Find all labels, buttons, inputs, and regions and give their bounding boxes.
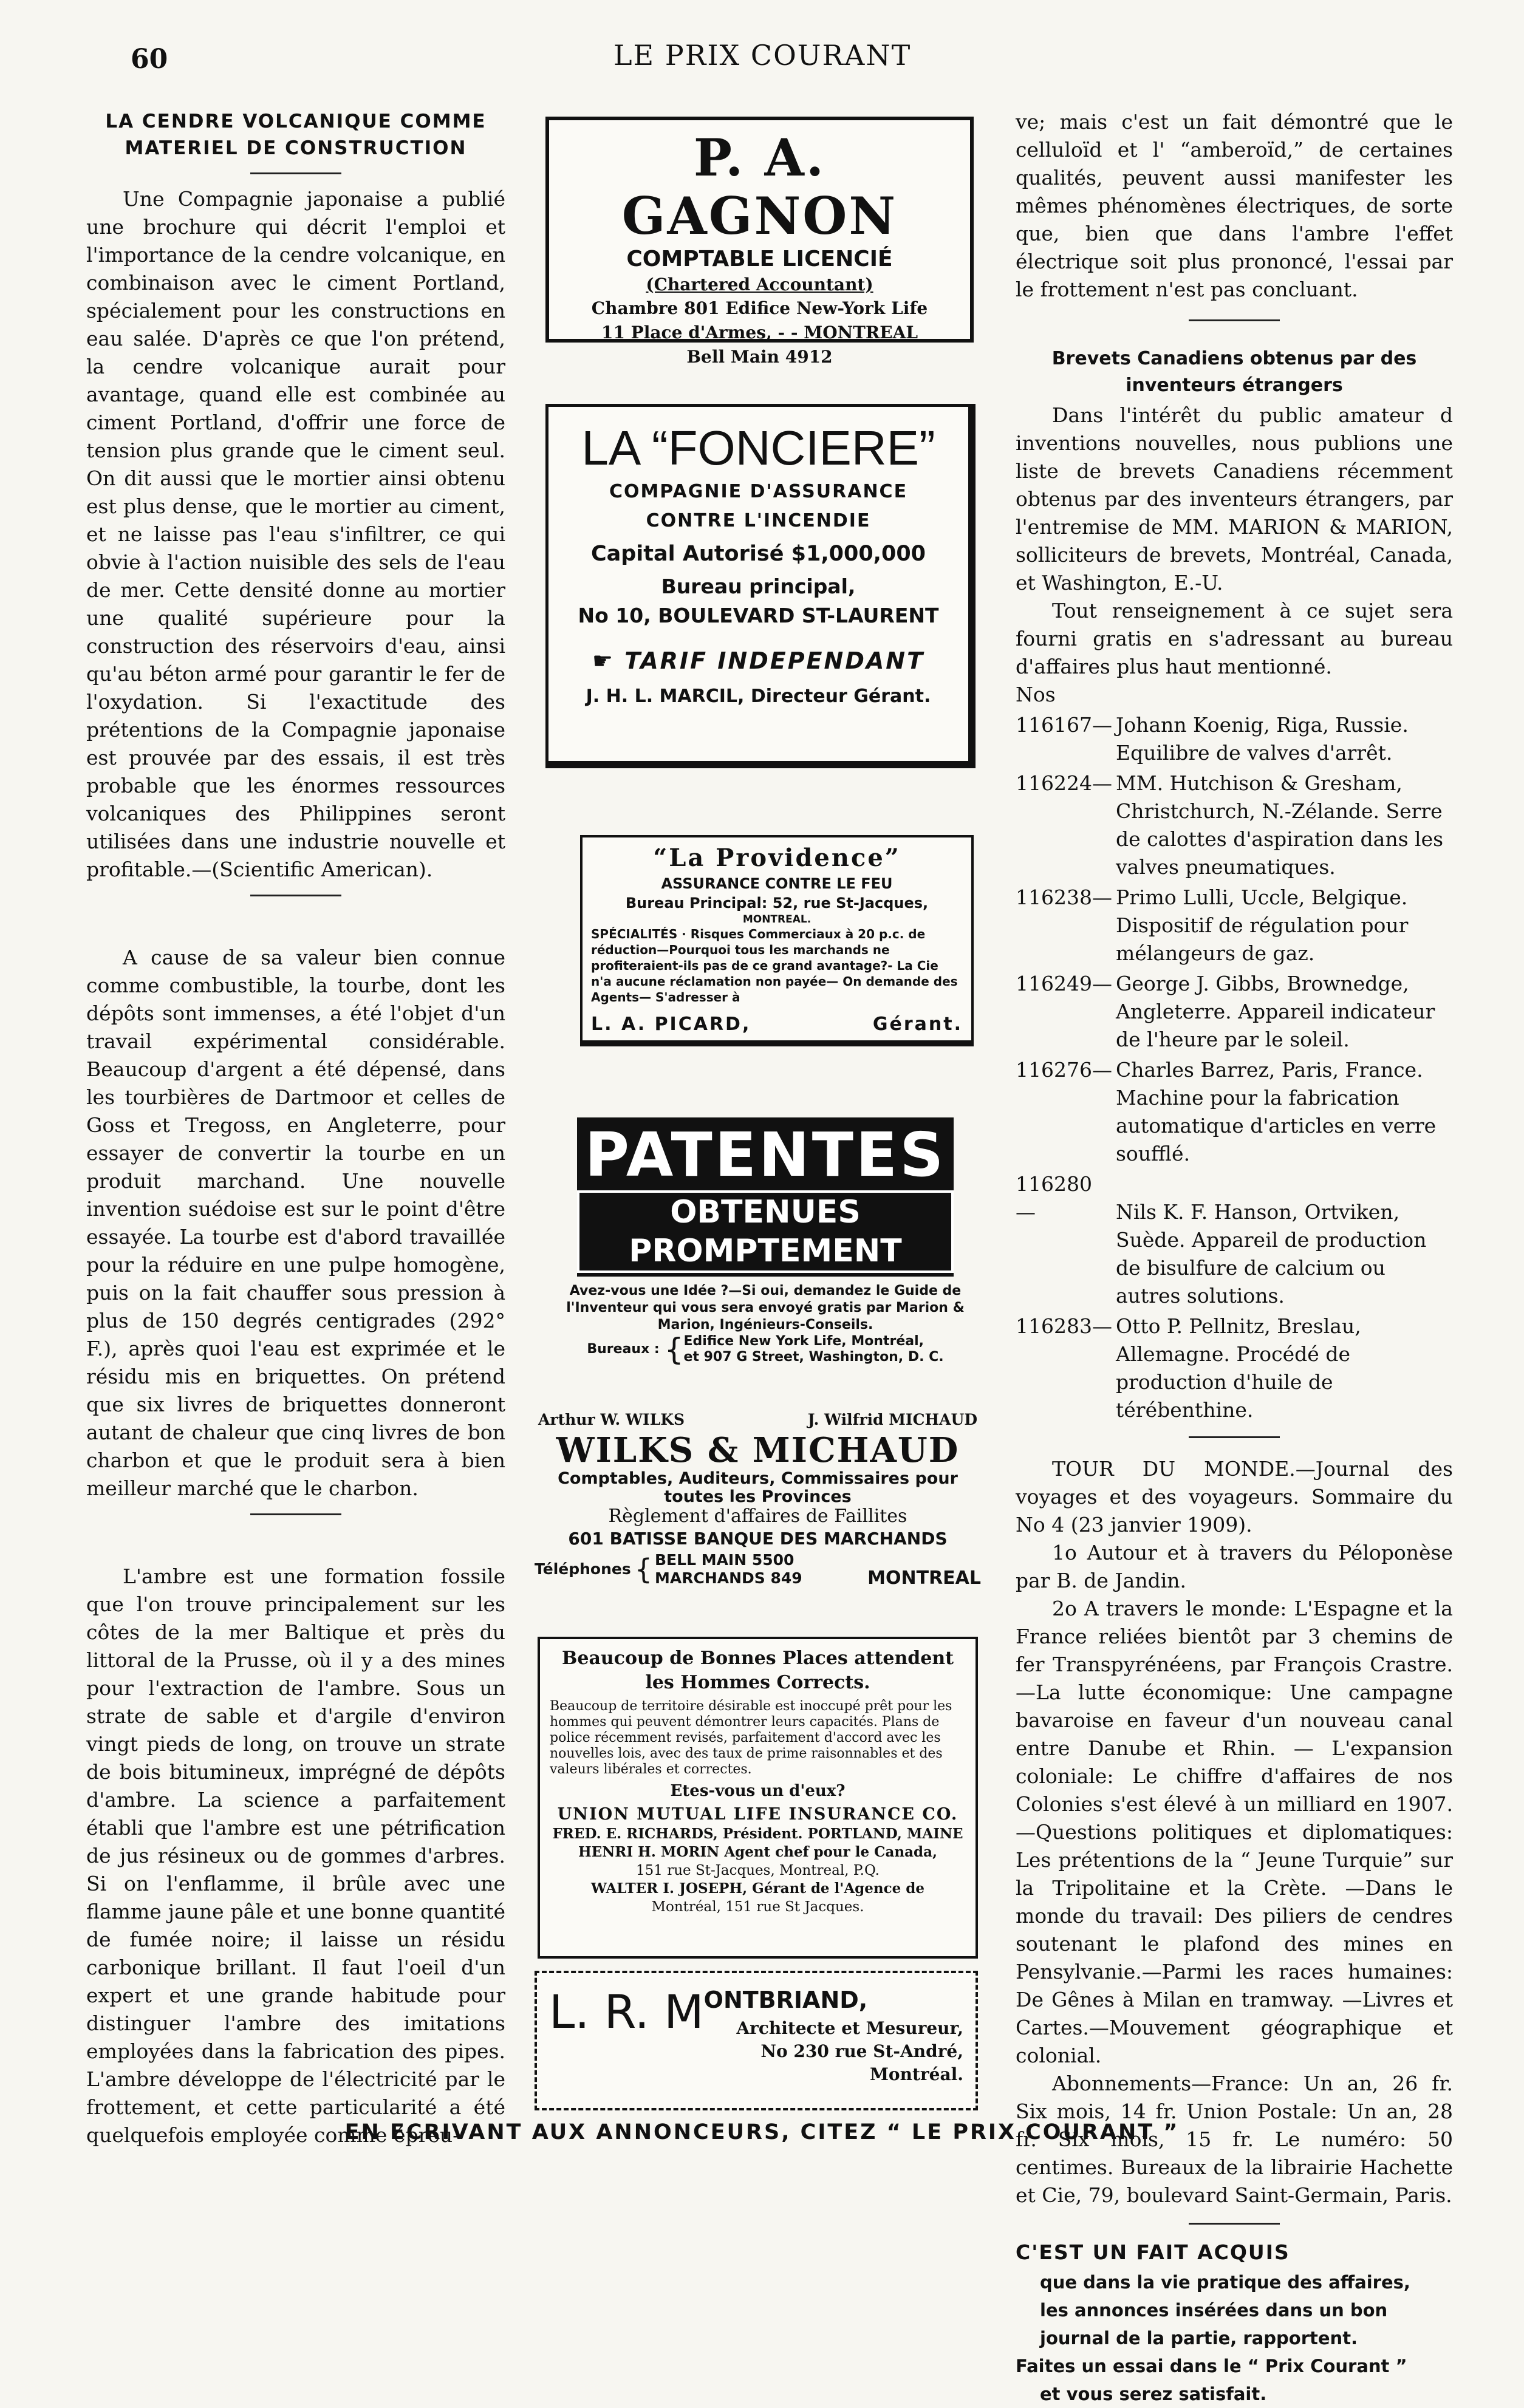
brevets-intro: Dans l'intérêt du public amateur d inventions nouvelles, nous publions une liste de brevets Canadiens récemment obtenus par des inventeurs étrangers, par l'entremise de MM. MARION & MARION, solliciteurs de brevets, Montréal, Canada, et Washington, E.-U.: [1016, 403, 1453, 595]
ad-providence-line3: MONTREAL.: [742, 913, 812, 926]
ad-patentes-bureau2: et 907 G Street, Washington, D. C.: [683, 1349, 944, 1365]
ad-wilks-partners: [535, 1409, 981, 1431]
ad-wilks-tel1: BELL MAIN 5500: [655, 1551, 794, 1569]
brace-icon: {: [664, 1332, 684, 1367]
list-item: 116249— George J. Gibbs, Brownedge, Angleterre. Appareil indicateur de l'heure par le soleil.: [1016, 972, 1435, 1051]
ad-union-company: UNION MUTUAL LIFE INSURANCE CO.: [557, 1805, 958, 1824]
ad-patentes-big: PATENTES: [584, 1119, 946, 1190]
tour-item: Abonnements—France: Un an, 26 fr. Six mois, 14 fr. Union Postale: Un an, 28 fr. Six mois, 15 fr. Le numéro: 50 centimes. Bureaux de la librairie Hachette et Cie, 79, boulevard Saint-Germain, Paris.: [1016, 2072, 1453, 2207]
ad-wilks-line3: 601 BATISSE BANQUE DES MARCHANDS: [568, 1529, 948, 1549]
ad-providence-sig-left: L. A. PICARD,: [591, 1014, 751, 1035]
ad-gagnon-subtitle: (Chartered Accountant): [646, 275, 873, 295]
ad-wilks-firm: WILKS & MICHAUD: [556, 1430, 960, 1470]
ad-providence-specialites: SPÉCIALITÉS · Risques Commerciaux à 20 p.c. de réduction—Pourquoi tous les marchands ne profiteraient-ils pas de ce grand avantage?- La Cie n'a aucune réclamation non payée— On demande des Agents— S'adresser à: [591, 927, 958, 1004]
left-column: [86, 108, 505, 2155]
list-item: 116238— Primo Lulli, Uccle, Belgique. Dispositif de régulation pour mélangeurs de gaz.: [1016, 885, 1409, 965]
fait-line: et vous serez satisfait.: [1040, 2384, 1267, 2404]
list-item: 116167— Johann Koenig, Riga, Russie. Equilibre de valves d'arrêt.: [1016, 713, 1409, 765]
ad-gagnon-address2: 11 Place d'Armes, - - MONTREAL: [601, 322, 918, 343]
divider: [1189, 319, 1280, 321]
ad-union-agent2: WALTER I. JOSEPH, Gérant de l'Agence de: [591, 1880, 924, 1897]
ad-union-president: FRED. E. RICHARDS, Président. PORTLAND, MAINE: [552, 1826, 963, 1842]
ad-wilks-tel-label: Téléphones: [535, 1560, 631, 1578]
ad-fonciere-name: LA “FONCIERE”: [581, 421, 935, 475]
ad-wilks-city: MONTREAL: [867, 1567, 981, 1589]
brace-icon: {: [634, 1553, 652, 1586]
ad-wilks: [535, 1409, 981, 1591]
ad-wilks-line1: Comptables, Auditeurs, Commissaires pour toutes les Provinces: [558, 1469, 958, 1506]
article-paragraph: Une Compagnie japonaise a publié une brochure qui décrit l'emploi et l'importance de la cendre volcanique, en combinaison avec le ciment Portland, spécialement pour les constructions en eau salée. D'après ce que l'on prétend, la cendre volcanique aurait pour avantage, quand elle est combinée au ciment Portland, d'offrir une force de tension plus grande que le ciment seul. On dit aussi que le mortier ainsi obtenu est plus dense, que le mortier au ciment, et ne laisse pas l'eau s'infiltrer, ce qui obvie à l'action nuisible des sels de l'eau de mer. Cette densité donne au mortier une qualité supérieure pour la construction des réservoirs d'eau, ainsi qu'au béton armé pour garantir le fer de l'oxydation. Si l'exactitude des prétentions de la Compagnie japonaise est prouvée par des essais, il est très probable que les énormes ressources volcaniques des Philippines seront utilisées dans une industrie nouvelle et profitable.—(Scientific American).: [86, 187, 505, 881]
ad-providence: [580, 835, 974, 1046]
ad-providence-line2: Bureau Principal: 52, rue St-Jacques,: [625, 895, 929, 912]
ad-union-agent2-address: Montréal, 151 rue St Jacques.: [651, 1899, 864, 1915]
ad-wilks-name-left: Arthur W. WILKS: [538, 1411, 685, 1428]
ad-fonciere-tarif: ☛ TARIF INDEPENDANT: [592, 647, 924, 674]
ad-union-headline: Beaucoup de Bonnes Places attendent les Hommes Corrects.: [562, 1648, 954, 1693]
spacer: [86, 1526, 505, 1563]
pointing-hand-icon: ☛: [592, 647, 625, 674]
tour-intro: TOUR DU MONDE.—Journal des voyages et des voyageurs. Sommaire du No 4 (23 janvier 1909).: [1016, 1457, 1453, 1537]
brevets-list: [1016, 711, 1453, 1424]
ad-patentes-bureau1: Edifice New York Life, Montréal,: [683, 1334, 924, 1349]
page-footer: EN ECRIVANT AUX ANNONCEURS, CITEZ “ LE PRIX COURANT ”: [344, 2120, 1180, 2144]
ad-fonciere-address: No 10, BOULEVARD ST-LAURENT: [578, 604, 939, 627]
brevets-title: Brevets Canadiens obtenus par des inventeurs étrangers: [1051, 348, 1417, 396]
divider: [250, 895, 341, 896]
ad-wilks-name-right: J. Wilfrid MICHAUD: [807, 1411, 977, 1428]
page-number: 60: [131, 44, 168, 75]
divider: [250, 172, 341, 174]
ad-gagnon-phone: Bell Main 4912: [686, 347, 833, 367]
ad-patentes-banner: [577, 1117, 954, 1277]
ad-patentes-bureaux-label: Bureaux :: [587, 1342, 660, 1357]
ad-wilks-line2: Règlement d'affaires de Faillites: [608, 1506, 907, 1527]
ad-union-agent1-address: 151 rue St-Jacques, Montreal, P.Q.: [636, 1863, 880, 1878]
ad-fonciere-bureau: Bureau principal,: [661, 575, 856, 598]
nos-label: Nos: [1016, 683, 1056, 706]
fait-line: Faites un essai dans le “ Prix Courant ”: [1016, 2356, 1407, 2376]
ad-fonciere-signature: J. H. L. MARCIL, Directeur Gérant.: [586, 686, 931, 707]
ad-montbriand-line3: Montréal.: [869, 2064, 963, 2084]
ad-wilks-tel2: MARCHANDS 849: [655, 1569, 802, 1587]
ad-fonciere-line1: COMPAGNIE D'ASSURANCE: [609, 481, 908, 502]
ad-union-body: Beaucoup de territoire désirable est inoccupé prêt pour les hommes qui peuvent démontrer leurs capacités. Plans de police récemment revisés, parfaitement d'accord avec les nouvelles lois, avec des taux de prime raisonnables et des valeurs libérales et correctes.: [550, 1699, 952, 1777]
article-paragraph: A cause de sa valeur bien connue comme combustible, la tourbe, dont les dépôts sont immenses, a été l'objet d'un travail expérimental considérable. Beaucoup d'argent a été dépensé, dans les tourbières de Dartmoor et celles de Goss et Tregoss, en Angleterre, pour essayer de convertir la tourbe en un produit marchand. Une nouvelle invention suédoise est sur le point d'être essayée. La tourbe est d'abord travaillée pour la réduire en une pulpe homogène, puis on la fait chauffer sous pression à plus de 150 degrés centigrades (292° F.), après quoi l'eau est exprimée et le résidu mis en briquettes. On prétend que six livres de briquettes donneront autant de chaleur que cinq livres de bon charbon et que le produit sera à bien meilleur marché que le charbon.: [86, 946, 505, 1500]
brevets-info: Tout renseignement à ce sujet sera fourni gratis en s'adressant au bureau d'affaires plus haut mentionné.: [1016, 599, 1453, 678]
ad-union-question: Etes-vous un d'eux?: [670, 1782, 846, 1800]
ad-union-agent1: HENRI H. MORIN Agent chef pour le Canada,: [578, 1844, 937, 1860]
continuation-paragraph: ve; mais c'est un fait démontré que le celluloïd et l' “amberoïd,” de certaines qualités, peuvent aussi manifester les mêmes phénomènes électriques, de sorte que, bien que dans l'ambre l'effet électrique soit plus prononcé, l'essai par le frottement n'est pas concluant.: [1016, 110, 1453, 301]
ad-montbriand-initials: L. R. M: [549, 1985, 704, 2039]
ad-union-mutual: [538, 1637, 978, 1959]
ad-montbriand-line1: Architecte et Mesureur,: [736, 2018, 963, 2038]
ad-fonciere-line2: CONTRE L'INCENDIE: [646, 510, 871, 531]
list-item: 116224— MM. Hutchison & Gresham, Christchurch, N.-Zélande. Serre de calottes d'aspiration dans les valves pneumatiques.: [1016, 771, 1444, 879]
fait-title: C'EST UN FAIT ACQUIS: [1016, 2240, 1290, 2264]
ad-providence-sig-right: Gérant.: [872, 1014, 963, 1035]
ad-fonciere-capital: Capital Autorisé $1,000,000: [590, 542, 926, 566]
list-item: 116280 — Nils K. F. Hanson, Ortviken, Suède. Appareil de production de bisulfure de calcium ou autres solutions.: [1016, 1172, 1427, 1308]
tour-item: 2o A travers le monde: L'Espagne et la France reliées bientôt par 3 chemins de fer Transpyrénéens, par François Crastre.—La lutte économique: Une campagne bavaroise en faveur d'un nouveau canal entre Danube et Rhin. — L'expansion coloniale: Le chiffre d'affaires de nos Colonies s'est élevé à un milliard en 1907.—Questions politiques et diplomatiques: Les prétentions de la “ Jeune Turquie” sur la Tripolitaine et la Crète. —Dans le monde du travail: Des piliers de cendres soutenant le plafond des mines en Pensylvanie.—Parmi les races humaines: De Gênes à Milan en tramway. —Livres et Cartes.—Mouvement géographique et colonial.: [1016, 1597, 1453, 2067]
ad-patentes-bureaux: [553, 1334, 978, 1365]
right-column: [1016, 108, 1453, 2408]
ad-patentes-text: Avez-vous une Idée ?—Si oui, demandez le Guide de l'Inventeur qui vous sera envoyé gratis par Marion & Marion, Ingénieurs-Conseils.: [566, 1283, 965, 1332]
list-item: 116283— Otto P. Pellnitz, Breslau, Allemagne. Procédé de production d'huile de térébenthine.: [1016, 1314, 1361, 1422]
fait-line: journal de la partie, rapportent.: [1040, 2328, 1358, 2348]
ad-montbriand: [535, 1971, 978, 2110]
divider: [1189, 2223, 1280, 2225]
ad-gagnon-title: COMPTABLE LICENCIÉ: [626, 247, 893, 271]
ad-fonciere: [545, 404, 976, 768]
ad-wilks-phones: [535, 1551, 981, 1588]
list-item: 116276— Charles Barrez, Paris, France. Machine pour la fabrication automatique d'articles en verre soufflé.: [1016, 1058, 1437, 1165]
tour-item: 1o Autour et à travers du Péloponèse par B. de Jandin.: [1016, 1541, 1453, 1592]
ad-montbriand-name-rest: ONTBRIAND,: [703, 1987, 868, 2013]
ad-patentes-small: OBTENUES PROMPTEMENT: [577, 1190, 954, 1273]
running-title: LE PRIX COURANT: [613, 39, 912, 72]
article-paragraph: L'ambre est une formation fossile que l'on trouve principalement sur les côtes de la mer Baltique et près du littoral de la Prusse, où il y a des mines pour l'extraction de l'ambre. Sous un strate de sable et d'argile d'environ vingt pieds de long, on trouve un strate de bois bitumineux, imprégné de dépôts d'ambre. La science a parfaitement établi que l'ambre est une pétrification de jus résineux ou de gommes d'arbres. Si on l'enflamme, il brûle avec une flamme jaune pâle et une bonne quantité de fumée noire; il laisse un résidu carbonique brillant. Il faut l'oeil d'un expert et une grande habitude pour distinguer l'ambre des imitations employées dans la fabrication des pipes. L'ambre développe de l'électricité par le frottement, et cette particularité a été quelquefois employée comme épreu-: [86, 1564, 505, 2147]
article-title: LA CENDRE VOLCANIQUE COMME MATERIEL DE CONSTRUCTION: [105, 111, 487, 159]
fait-line: les annonces insérées dans un bon: [1040, 2300, 1388, 2321]
ad-gagnon: [545, 117, 974, 367]
spacer: [86, 907, 505, 944]
ad-providence-name: “La Providence”: [653, 844, 901, 872]
ad-gagnon-name: P. A. GAGNON: [621, 128, 898, 246]
fait-line: que dans la vie pratique des affaires,: [1040, 2272, 1410, 2293]
ad-providence-signature: [591, 1009, 963, 1040]
divider: [1189, 1436, 1280, 1438]
ad-patentes: [553, 1117, 978, 1367]
ad-montbriand-line2: No 230 rue St-André,: [760, 2041, 963, 2061]
ad-providence-line1: ASSURANCE CONTRE LE FEU: [661, 875, 893, 892]
divider: [250, 1513, 341, 1515]
ad-gagnon-address1: Chambre 801 Edifice New-York Life: [591, 298, 928, 318]
